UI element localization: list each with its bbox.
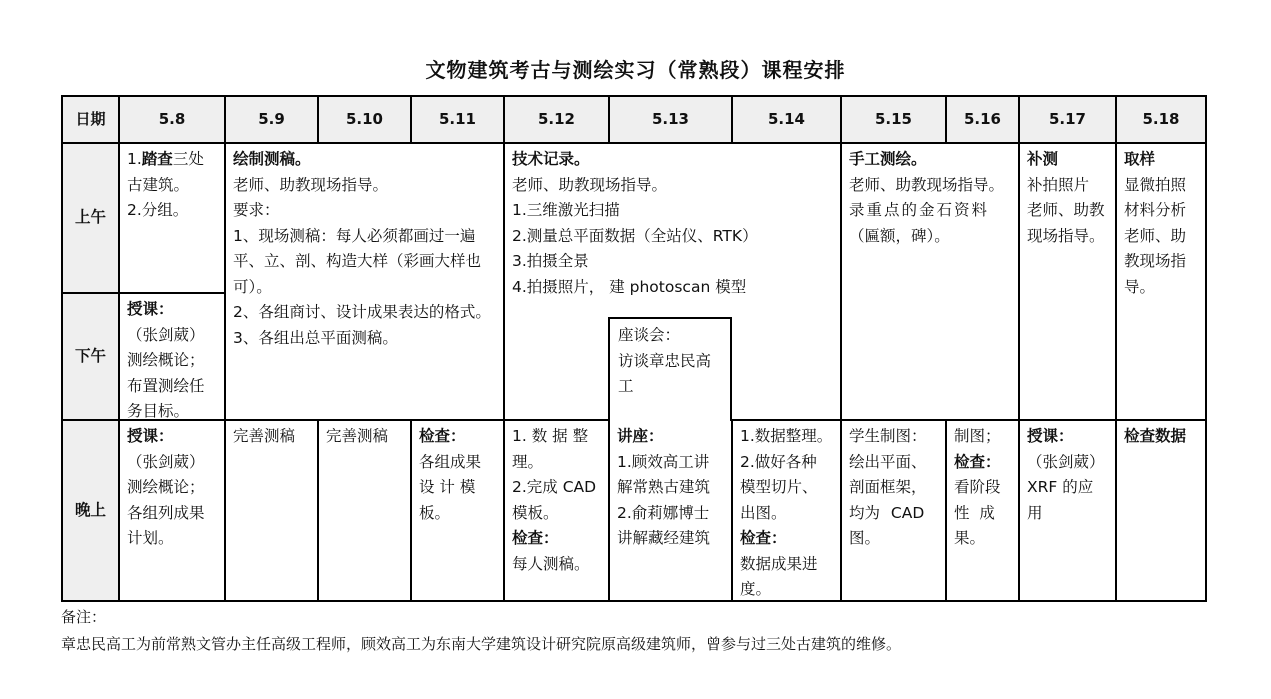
- cell-line: 访谈章忠民高: [618, 351, 712, 370]
- cell-heading: 授课：: [127, 427, 174, 445]
- cell-line: 测绘概论；: [127, 478, 205, 496]
- cell-heading: 绘制测稿。: [233, 150, 311, 168]
- cell-line: 模型切片、: [740, 478, 818, 496]
- cell-line: 材料分析: [1124, 201, 1187, 219]
- cell-line: 1.三维激光扫描: [512, 201, 620, 219]
- cell-heading: 检查：: [512, 529, 559, 547]
- cell-supplement-5-17: [1020, 144, 1117, 421]
- cell-line: 2.完成 CAD: [512, 478, 597, 496]
- cell-line: 补拍照片: [1027, 175, 1090, 194]
- cell-line: 2.做好各种: [740, 452, 817, 471]
- survey-keyword: 踏查: [141, 150, 173, 168]
- cell-line: 1. 数 据 整: [512, 427, 589, 445]
- step-prefix: 1.: [127, 150, 142, 168]
- notes-text: 章忠民高工为前常熟文管办主任高级工程师，顾效高工为东南大学建筑设计研究院原高级建筑师，曾参与过三处古建筑的维修。: [61, 635, 902, 653]
- cell-sampling-5-18: [1117, 144, 1207, 421]
- cell-evening-5-14: [733, 421, 842, 602]
- header-date-5-15: 5.15: [842, 97, 947, 144]
- header-date-5-12: 5.12: [505, 97, 610, 144]
- cell-line: 数据成果进: [740, 554, 818, 573]
- cell-line: 1.顾效高工讲: [617, 452, 710, 471]
- cell-line: 用: [1027, 503, 1043, 522]
- cell-heading: 检查：: [954, 452, 1001, 471]
- cell-heading: 检查数据: [1124, 427, 1187, 445]
- schedule-table: [61, 95, 1207, 602]
- header-date-5-8: 5.8: [120, 97, 226, 144]
- cell-line: （张剑葳）: [1027, 452, 1105, 471]
- cell-line: 现场指导。: [1027, 226, 1105, 245]
- cell-evening-5-17: [1020, 421, 1117, 602]
- cell-line: 可）。: [233, 277, 272, 296]
- cell-line: 老师、助教现场指导。: [849, 175, 1005, 194]
- cell-line: 导。: [1124, 277, 1156, 296]
- cell-line: 每人测稿。: [512, 554, 590, 573]
- cell-heading: 授课：: [1027, 427, 1074, 445]
- cell-line: 2.俞莉娜博士: [617, 503, 710, 522]
- cell-line: 讲解藏经建筑: [617, 529, 711, 547]
- cell-line: 各组列成果: [127, 503, 205, 522]
- header-date-5-17: 5.17: [1020, 97, 1117, 144]
- cell-heading: 授课：: [127, 300, 174, 318]
- cell-manual-survey-5-15-to-5-16: [842, 144, 1020, 421]
- row-label-evening: 晚上: [63, 421, 120, 602]
- cell-line: 理。: [512, 452, 544, 471]
- cell-line: 制图；: [954, 427, 1001, 445]
- cell-line: 各组成果: [419, 452, 482, 471]
- header-date-5-10: 5.10: [319, 97, 412, 144]
- cell-line: （匾额，碑）。: [849, 226, 950, 245]
- cell-line: 出图。: [740, 503, 787, 522]
- cell-line: 显微拍照: [1124, 175, 1187, 194]
- cell-line: 工: [618, 377, 634, 395]
- cell-line: 果。: [954, 529, 986, 547]
- cell-line: 3、各组出总平面测稿。: [233, 328, 398, 347]
- cell-afternoon-5-8: [120, 294, 226, 421]
- cell-line: 均为 CAD: [849, 503, 925, 522]
- cell-line: 1.数据整理。: [740, 427, 833, 445]
- cell-line: 2、各组商讨、设计成果表达的格式。: [233, 303, 491, 321]
- cell-line: 3.拍摄全景: [512, 252, 589, 270]
- cell-line: 完善测稿: [326, 427, 389, 445]
- cell-line: 解常熟古建筑: [617, 478, 711, 496]
- seminar-box-5-13: [608, 317, 732, 421]
- cell-evening-5-9: [226, 421, 319, 602]
- header-date-5-9: 5.9: [226, 97, 319, 144]
- cell-line: 设 计 模: [419, 478, 476, 496]
- cell-line: 测绘概论；: [127, 351, 205, 369]
- header-date-5-11: 5.11: [412, 97, 505, 144]
- cell-line: 老师、助教现场指导。: [233, 175, 389, 194]
- cell-line: 性 成: [954, 503, 995, 522]
- cell-evening-5-8: [120, 421, 226, 602]
- cell-line: 要求：: [233, 201, 280, 219]
- cell-evening-5-12: [505, 421, 610, 602]
- cell-line: 看阶段: [954, 478, 1001, 496]
- survey-rest: 三处: [172, 150, 204, 168]
- cell-evening-5-10: [319, 421, 412, 602]
- cell-line: 模板。: [512, 503, 559, 522]
- cell-line: 计划。: [127, 529, 174, 547]
- header-date-5-13: 5.13: [610, 97, 733, 144]
- cell-line: 老师、助教现场指导。: [512, 175, 668, 194]
- cell-evening-5-18: [1117, 421, 1207, 602]
- cell-line: 剖面框架，: [849, 478, 927, 496]
- cell-drafting-5-9-to-5-11: [226, 144, 505, 421]
- cell-heading: 检查：: [419, 427, 466, 445]
- cell-heading: 讲座：: [617, 427, 664, 445]
- cell-heading: 技术记录。: [512, 150, 590, 168]
- cell-heading: 座谈会：: [618, 326, 681, 344]
- cell-line: 4.拍摄照片， 建 photoscan 模型: [512, 277, 747, 296]
- cell-morning-5-8: [120, 144, 226, 294]
- cell-line: 学生制图：: [849, 427, 927, 445]
- cell-line: 图。: [849, 529, 881, 547]
- header-date-label: 日期: [63, 97, 120, 144]
- notes-section: [61, 604, 901, 658]
- cell-evening-5-16: [947, 421, 1020, 602]
- cell-line: 2.分组。: [127, 201, 189, 219]
- cell-line: XRF 的应: [1027, 478, 1094, 496]
- cell-line: （张剑葳）: [127, 325, 205, 344]
- cell-line: 老师、助教: [1027, 201, 1105, 219]
- row-label-morning: 上午: [63, 144, 120, 294]
- cell-line: 完善测稿: [233, 427, 296, 445]
- header-date-5-14: 5.14: [733, 97, 842, 144]
- cell-line: 务目标。: [127, 402, 190, 420]
- cell-heading: 检查：: [740, 529, 787, 547]
- row-label-afternoon: 下午: [63, 294, 120, 421]
- cell-line: 老师、助: [1124, 226, 1187, 245]
- page-title: 文物建筑考古与测绘实习（常熟段）课程安排: [425, 58, 846, 82]
- cell-heading: 取样: [1124, 150, 1156, 168]
- cell-line: 1、现场测稿：每人必须都画过一遍: [233, 226, 476, 245]
- cell-heading: 手工测绘。: [849, 150, 927, 168]
- cell-line: 度。: [740, 580, 772, 598]
- header-date-5-16: 5.16: [947, 97, 1020, 144]
- cell-line: （张剑葳）: [127, 452, 205, 471]
- cell-line: 绘出平面、: [849, 452, 927, 471]
- cell-line: 2.测量总平面数据（全站仪、RTK）: [512, 226, 758, 245]
- cell-line: 平、立、剖、构造大样（彩画大样也: [233, 252, 482, 270]
- cell-evening-5-15: [842, 421, 947, 602]
- cell-evening-5-11: [412, 421, 505, 602]
- cell-line: 板。: [419, 503, 451, 522]
- cell-line: 教现场指: [1124, 252, 1187, 270]
- cell-line: 布置测绘任: [127, 376, 205, 395]
- notes-label: 备注：: [61, 608, 107, 626]
- cell-line: 古建筑。: [127, 175, 190, 194]
- header-date-5-18: 5.18: [1117, 97, 1207, 144]
- cell-evening-5-13: [610, 421, 733, 602]
- cell-line: 录重点的金石资料: [849, 201, 990, 219]
- cell-heading: 补测: [1027, 150, 1059, 168]
